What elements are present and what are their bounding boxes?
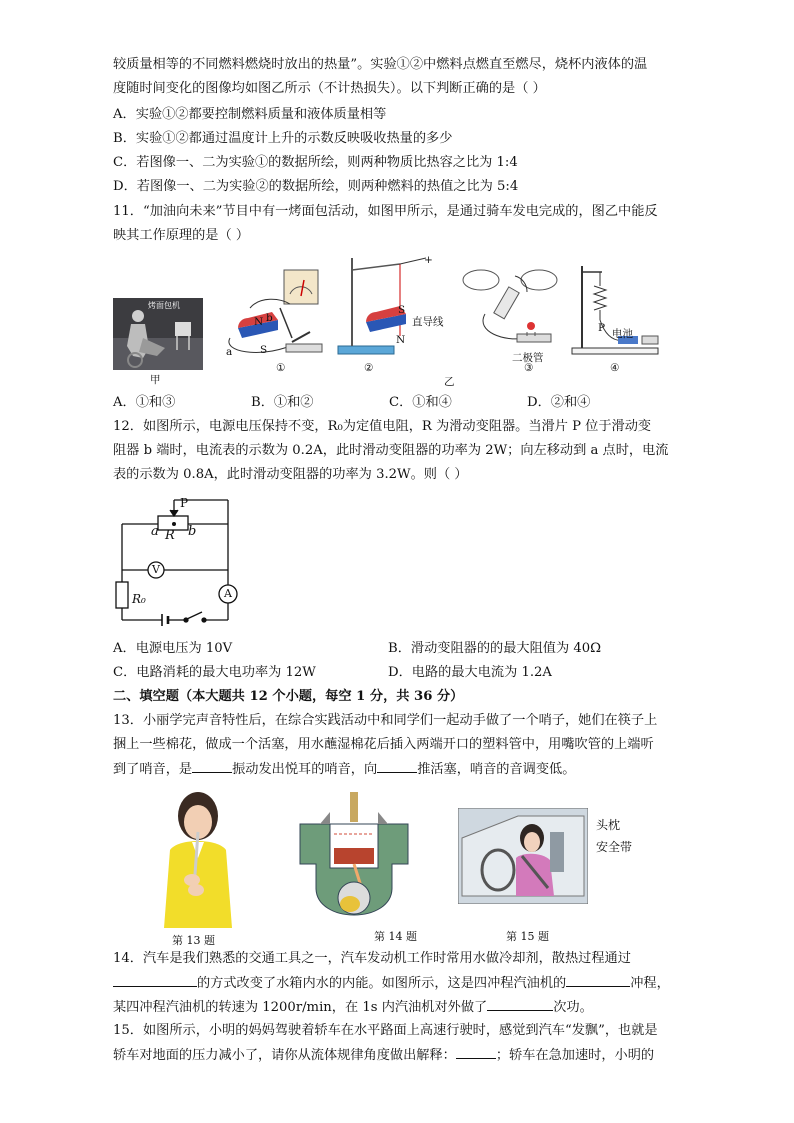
q13-text-line3 <box>113 760 575 779</box>
q11-option-b: B．①和② <box>251 395 314 410</box>
q13-line3-part1: 到了哨音，是 <box>113 762 193 777</box>
fig2-label-n: N <box>396 334 406 346</box>
caption-q14: 第 14 题 <box>374 930 417 943</box>
circuit-diagram <box>110 494 260 634</box>
straight-wire-label: 直导线 <box>412 316 444 328</box>
q11-text-line2: 映其工作原理的是（ ） <box>113 228 250 243</box>
fig4-number: ④ <box>610 362 620 374</box>
caption-q13: 第 13 题 <box>172 934 215 947</box>
fig1-number: ① <box>276 362 286 374</box>
q11-text-line1: 11．“加油向未来”节目中有一烤面包活动，如图甲所示，是通过骑车发电完成的，图乙中能反 <box>113 204 658 219</box>
caption-q15: 第 15 题 <box>506 930 549 943</box>
q13-line3-part2: 振动发出悦耳的哨音，向 <box>232 762 378 777</box>
q13-line3-part3: 推活塞，哨音的音调变低。 <box>417 762 576 777</box>
fig1-label-b: b <box>266 312 273 324</box>
q11-option-c: C．①和④ <box>389 395 452 410</box>
car-driver-photo <box>458 808 588 904</box>
q14-blank-2[interactable] <box>566 974 630 987</box>
q13-blank-2[interactable] <box>377 760 417 773</box>
q12-text-line1: 12．如图所示，电源电压保持不变，R₀为定值电阻，R 为滑动变阻器。当滑片 P 位于滑动变 <box>113 419 652 434</box>
q14-text-line1: 14．汽车是我们熟悉的交通工具之一，汽车发动机工作时常用水做冷却剂，散热过程通过 <box>113 951 631 966</box>
electromagnet-apparatus-4 <box>566 262 676 358</box>
q10-option-b: B．实验①②都通过温度计上升的示数反映吸收热量的多少 <box>113 131 453 146</box>
q12-text-line2: 阻器 b 端时，电流表的示数为 0.2A，此时滑动变阻器的功率为 2W；向左移动到 a 点时，电流 <box>113 443 669 458</box>
fig2-label-s: S <box>398 304 406 316</box>
toaster-label: 烤面包机 <box>148 301 180 310</box>
ammeter-symbol: A <box>224 587 232 600</box>
q14-line3-part1: 某四冲程汽油机的转速为 1200r/min，在 1s 内汽油机对外做了 <box>113 1000 488 1015</box>
fig2-label-plus: + <box>424 254 433 266</box>
circuit-label-r: R <box>165 528 175 543</box>
figure-jia-label: 甲 <box>150 374 161 386</box>
headrest-label: 头枕 <box>596 818 621 832</box>
fig4-label-p: P <box>598 322 606 334</box>
q14-line2-part2: 冲程， <box>630 976 670 991</box>
fig1-label-s: S <box>260 344 268 356</box>
q10-option-a: A．实验①②都要控制燃料质量和液体质量相等 <box>113 107 387 122</box>
q14-blank-1[interactable] <box>113 974 197 987</box>
q14-blank-3[interactable] <box>487 998 553 1011</box>
q13-blank-1[interactable] <box>192 760 232 773</box>
q15-blank-1[interactable] <box>456 1046 496 1059</box>
hand-generator-apparatus-3 <box>455 262 565 356</box>
q15-line2-part1: 轿车对地面的压力减小了，请你从流体规律角度做出解释： <box>113 1048 456 1063</box>
q10-text-line2: 度随时间变化的图像均如图乙所示（不计热损失）。以下判断正确的是（ ） <box>113 81 546 96</box>
straight-wire-apparatus-2 <box>330 250 450 360</box>
fig3-number: ③ <box>524 362 534 374</box>
circuit-label-r0: R₀ <box>132 592 146 606</box>
generator-apparatus-1 <box>220 268 330 360</box>
q15-text-line2 <box>113 1046 654 1065</box>
fig1-label-n: N <box>254 316 264 328</box>
girl-whistle-photo <box>158 788 238 930</box>
q12-option-a: A．电源电压为 10V <box>113 641 233 656</box>
circuit-label-b: b <box>188 524 197 539</box>
q15-text-line1: 15．如图所示，小明的妈妈驾驶着轿车在水平路面上高速行驶时，感觉到汽车“发飘”，也就是 <box>113 1023 658 1038</box>
fig1-label-a: a <box>226 346 233 358</box>
q14-text-line3 <box>113 998 593 1017</box>
q14-line2-part1: 的方式改变了水箱内水的内能。如图所示，这是四冲程汽油机的 <box>197 976 567 991</box>
q12-option-d: D．电路的最大电流为 1.2A <box>388 665 552 680</box>
battery-label: 电池 <box>612 328 633 340</box>
q13-text-line1: 13．小丽学完声音特性后，在综合实践活动中和同学们一起动手做了一个哨子，她们在筷子上 <box>113 713 658 728</box>
q12-option-b: B．滑动变阻器的的最大阻值为 40Ω <box>388 641 602 656</box>
q10-option-d: D．若图像一、二为实验②的数据所绘，则两种燃料的热值之比为 5:4 <box>113 179 519 194</box>
q10-text-line1: 较质量相等的不同燃料燃烧时放出的热量”。实验①②中燃料点燃直至燃尽，烧杯内液体的温 <box>113 57 648 72</box>
q10-option-c: C．若图像一、二为实验①的数据所绘，则两种物质比热容之比为 1:4 <box>113 155 518 170</box>
q11-option-d: D．②和④ <box>527 395 591 410</box>
q14-line3-part2: 次功。 <box>553 1000 593 1015</box>
q11-option-a: A．①和③ <box>113 395 176 410</box>
diode-label: 二极管 <box>512 352 544 364</box>
q12-text-line3: 表的示数为 0.8A，此时滑动变阻器的功率为 3.2W。则（ ） <box>113 467 468 482</box>
q14-text-line2 <box>113 974 670 993</box>
fig2-number: ② <box>364 362 374 374</box>
circuit-label-p: P <box>180 496 189 510</box>
section-2-heading: 二、填空题（本大题共 12 个小题，每空 1 分，共 36 分） <box>113 689 464 704</box>
q15-line2-part2: ；轿车在急加速时，小明的 <box>495 1048 655 1063</box>
engine-diagram <box>294 784 414 930</box>
seatbelt-label: 安全带 <box>596 840 633 854</box>
q13-text-line2: 捆上一些棉花，做成一个活塞，用水蘸湿棉花后插入两端开口的塑料管中，用嘴吹管的上端听 <box>113 737 654 752</box>
voltmeter-symbol: V <box>152 563 160 576</box>
figure-yi-label: 乙 <box>444 376 455 388</box>
circuit-label-a: a <box>151 524 159 539</box>
q12-option-c: C．电路消耗的最大电功率为 12W <box>113 665 316 680</box>
